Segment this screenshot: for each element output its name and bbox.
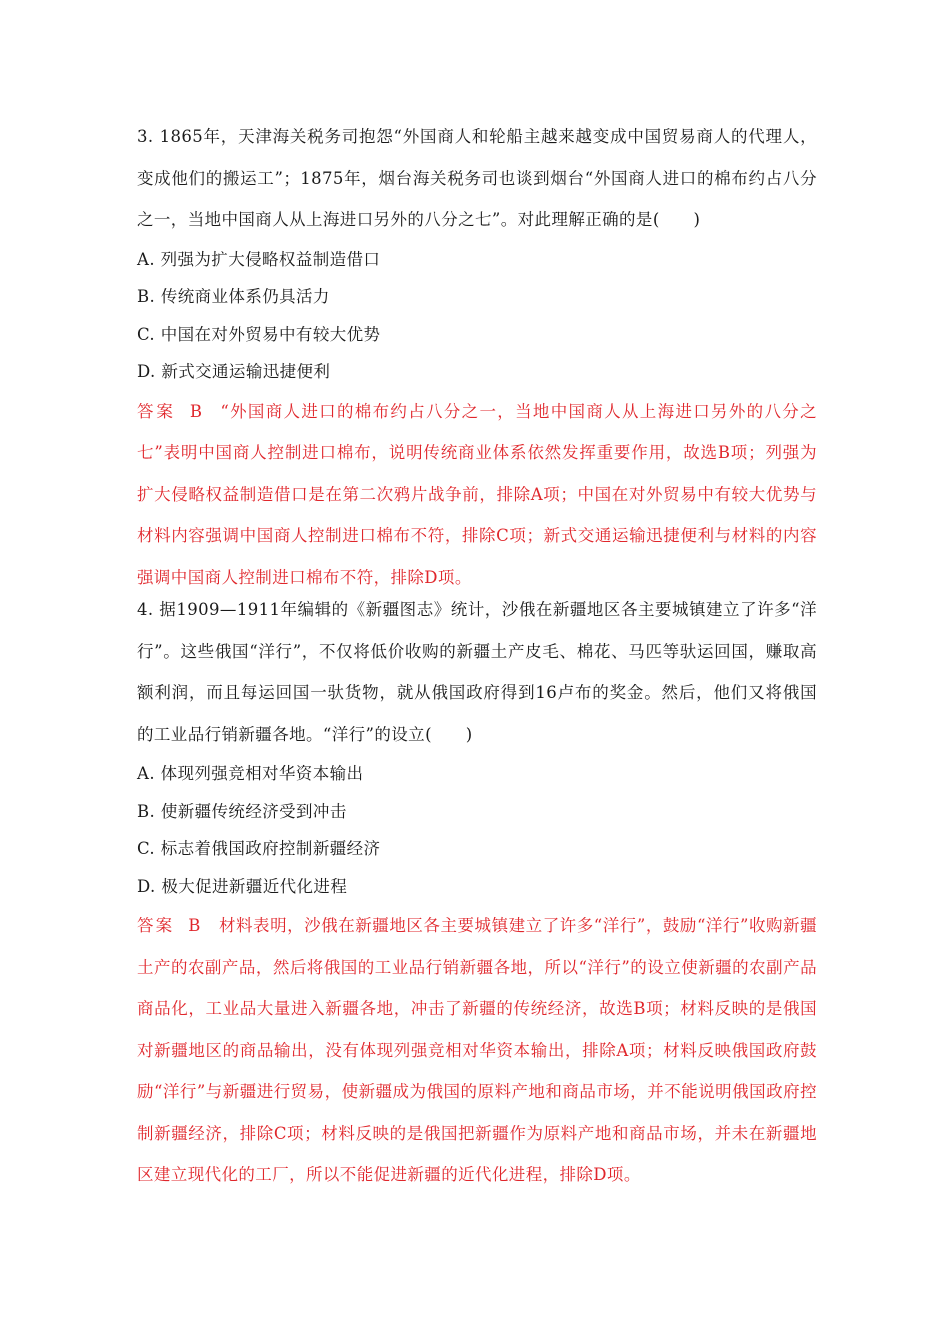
option-c: C. 中国在对外贸易中有较大优势 — [137, 324, 381, 344]
answer-key: B — [189, 401, 203, 421]
option-a: A. 体现列强竞相对华资本输出 — [137, 764, 364, 783]
question-stem: 3. 1865年，天津海关税务司抱怨“外国商人和轮船主越来越变成中国贸易商人的代理人，变成他们的搬运工”；1875年，烟台海关税务司也谈到烟台“外国商人进口的棉布约占八分之一，当地中国商人从上海进口另外的八分之七”。对此理解正确的是( ) — [137, 127, 817, 229]
answer-block — [137, 905, 817, 1196]
answer-label: 答案 — [137, 916, 175, 935]
option-b: B. 使新疆传统经济受到冲击 — [137, 801, 347, 821]
question-stem: 4. 据1909—1911年编辑的《新疆图志》统计，沙俄在新疆地区各主要城镇建立了许多“洋行”。这些俄国“洋行”，不仅将低价收购的新疆土产皮毛、棉花、马匹等驮运回国，赚取高额利润，而且每运回国一驮货物，就从俄国政府得到16卢布的奖金。然后，他们又将俄国的工业品行销新疆各地。“洋行”的设立( ) — [137, 600, 817, 744]
answer-block — [137, 391, 817, 599]
option-d: D. 极大促进新疆近代化进程 — [137, 876, 348, 896]
answer-key: B — [188, 916, 201, 935]
answer-explanation: “外国商人进口的棉布约占八分之一，当地中国商人从上海进口另外的八分之七”表明中国商人控制进口棉布，说明传统商业体系依然发挥重要作用，故选B项；列强为扩大侵略权益制造借口是在第二次鸦片战争前，排除A项；中国在对外贸易中有较大优势与材料内容强调中国商人控制进口棉布不符，排除C项；新式交通运输迅捷便利与材料的内容强调中国商人控制进口棉布不符，排除D项。 — [137, 401, 817, 587]
option-d: D. 新式交通运输迅捷便利 — [137, 362, 331, 381]
question-4 — [137, 589, 817, 1196]
option-a: A. 列强为扩大侵略权益制造借口 — [137, 249, 381, 269]
answer-explanation: 材料表明，沙俄在新疆地区各主要城镇建立了许多“洋行”，鼓励“洋行”收购新疆土产的农副产品，然后将俄国的工业品行销新疆各地，所以“洋行”的设立使新疆的农副产品商品化，工业品大量进入新疆各地，冲击了新疆的传统经济，故选B项；材料反映的是俄国对新疆地区的商品输出，没有体现列强竞相对华资本输出，排除A项；材料反映俄国政府鼓励“洋行”与新疆进行贸易，使新疆成为俄国的原料产地和商品市场，并不能说明俄国政府控制新疆经济，排除C项；材料反映的是俄国把新疆作为原料产地和商品市场，并未在新疆地区建立现代化的工厂，所以不能促进新疆的近代化进程，排除D项。 — [137, 916, 817, 1184]
answer-label: 答案 — [137, 401, 176, 421]
option-c: C. 标志着俄国政府控制新疆经济 — [137, 839, 381, 858]
question-3 — [137, 116, 817, 598]
option-b: B. 传统商业体系仍具活力 — [137, 287, 330, 306]
